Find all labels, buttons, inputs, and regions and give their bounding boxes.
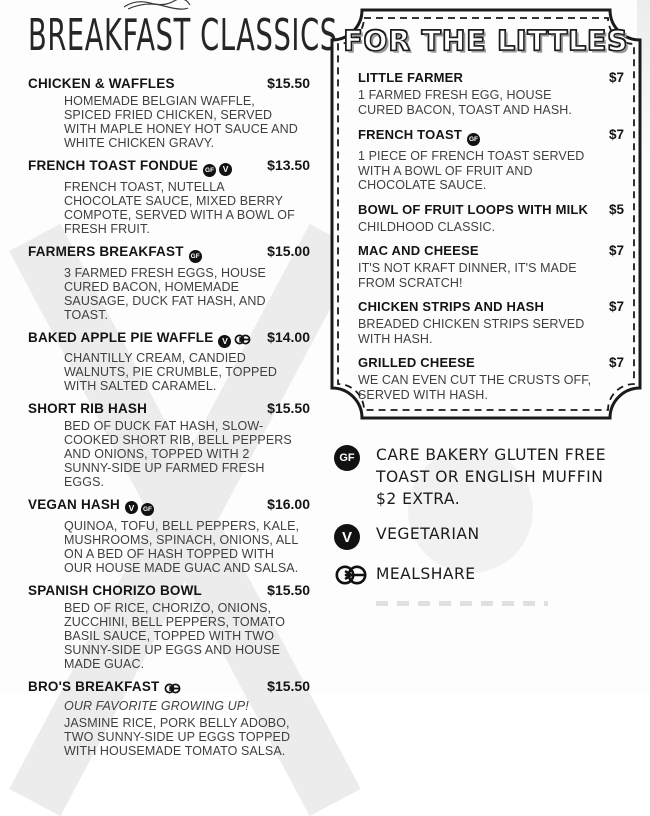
item-name: BOWL OF FRUIT LOOPS WITH MILK [358, 201, 589, 217]
menu-item [28, 678, 310, 758]
item-price: $5 [608, 201, 624, 217]
menu-item [358, 126, 624, 193]
item-price: $16.00 [267, 495, 310, 512]
menu-item [28, 496, 310, 575]
menu-item [28, 75, 310, 150]
legend-label: CARE BAKERY GLUTEN FREE TOAST OR ENGLISH MUFFIN $2 EXTRA. [376, 445, 615, 508]
menu-item-header [28, 582, 310, 598]
gf-badge-icon: GF [203, 164, 216, 177]
gf-badge-icon: GF [189, 250, 202, 263]
item-badges [125, 496, 157, 516]
menu-item [28, 157, 310, 236]
item-price: $7 [608, 70, 624, 85]
gf-badge-icon: GF [141, 503, 154, 516]
item-name: VEGAN HASH [28, 496, 121, 512]
menu-item-header [28, 243, 310, 263]
item-description: 1 PIECE OF FRENCH TOAST SERVED WITH A BOWL OF FRUIT AND CHOCOLATE SAUCE. [358, 149, 585, 192]
item-badges [164, 678, 184, 696]
item-price: $7 [608, 243, 624, 258]
section-title-for-the-littles: FOR THE LITTLES [343, 24, 629, 57]
item-price: $13.50 [267, 157, 310, 173]
item-price: $15.50 [267, 677, 310, 694]
menu-item [358, 70, 624, 117]
legend-row [334, 444, 642, 510]
breakfast-classics-section [28, 10, 338, 765]
item-description: 1 FARMED FRESH EGG, HOUSE CURED BACON, TOAST AND HASH. [358, 88, 572, 117]
legend-label: VEGETARIAN [376, 524, 480, 543]
mealshare-icon [234, 334, 251, 345]
v-badge-icon: V [334, 524, 360, 550]
item-description: BED OF DUCK FAT HASH, SLOW-COOKED SHORT RIB, BELL PEPPERS AND ONIONS, TOPPED WITH 2 SUNNY-SIDE UP FARMED FRESH EGGS. [64, 418, 292, 489]
section-title-breakfast-classics: BREAKFAST CLASSICS [28, 10, 338, 61]
menu-item-header [358, 243, 624, 258]
item-badges [467, 126, 483, 146]
faded-text-remnant [376, 601, 548, 606]
item-description: JASMINE RICE, PORK BELLY ADOBO, TWO SUNNY-SIDE UP EGGS TOPPED WITH HOUSEMADE TOMATO SALSA. [64, 715, 291, 758]
menu-item-header [28, 678, 310, 696]
v-badge-icon: V [219, 163, 232, 176]
menu-item-header [358, 126, 624, 146]
item-description: 3 FARMED FRESH EGGS, HOUSE CURED BACON, HOMEMADE SAUSAGE, DUCK FAT HASH, AND TOAST. [64, 266, 266, 322]
item-description: WE CAN EVEN CUT THE CRUSTS OFF, SERVED WITH HASH. [358, 373, 592, 402]
item-price: $14.00 [267, 329, 310, 345]
item-description: FRENCH TOAST, NUTELLA CHOCOLATE SAUCE, MIXED BERRY COMPOTE, SERVED WITH A BOWL OF FRESH FRUIT. [64, 180, 295, 236]
menu-item-header [28, 400, 310, 416]
item-name: CHICKEN & WAFFLES [28, 76, 175, 91]
menu-item [358, 202, 624, 235]
item-badges [203, 157, 235, 177]
legend-icon-cell [334, 444, 376, 471]
mealshare-icon [164, 683, 181, 694]
v-badge-icon: V [125, 501, 138, 514]
littles-item-list [358, 70, 624, 411]
item-description: BED OF RICE, CHORIZO, ONIONS, ZUCCHINI, BELL PEPPERS, TOMATO BASIL SAUCE, TOPPED WITH TWO SUNNY-SIDE UP EGGS AND HOUSE MADE GUAC. [64, 600, 286, 671]
menu-item [28, 329, 310, 393]
menu-item [358, 243, 624, 290]
dietary-legend [334, 444, 642, 606]
legend-row [334, 523, 642, 550]
menu-item-header [358, 299, 624, 314]
sketch-doodle [122, 0, 192, 10]
item-name: CHICKEN STRIPS AND HASH [358, 299, 545, 314]
item-price: $7 [608, 299, 624, 314]
item-name: SHORT RIB HASH [28, 400, 148, 416]
item-price: $7 [608, 127, 624, 142]
item-description: QUINOA, TOFU, BELL PEPPERS, KALE, MUSHROOMS, SPINACH, ONIONS, ALL ON A BED OF HASH TOPPED WITH OUR HOUSE MADE GUAC AND SALSA. [64, 518, 300, 575]
legend-icon-cell [334, 563, 376, 588]
item-description: CHANTILLY CREAM, CANDIED WALNUTS, PIE CRUMBLE, TOPPED WITH SALTED CARAMEL. [64, 350, 278, 393]
legend-label: MEALSHARE [376, 564, 476, 583]
menu-item [28, 582, 310, 671]
for-the-littles-section [330, 8, 642, 420]
item-badges [189, 243, 205, 263]
menu-item [358, 355, 624, 402]
item-name: MAC AND CHEESE [358, 243, 479, 258]
item-name: FRENCH TOAST [358, 127, 462, 142]
item-name: BAKED APPLE PIE WAFFLE [28, 330, 214, 345]
item-name: SPANISH CHORIZO BOWL [28, 582, 202, 598]
item-price: $15.50 [267, 399, 310, 416]
item-name: LITTLE FARMER [358, 70, 464, 85]
v-badge-icon: V [218, 335, 231, 348]
item-description: BREADED CHICKEN STRIPS SERVED WITH HASH. [358, 317, 585, 346]
menu-item [358, 299, 624, 346]
menu-item-header [28, 75, 310, 91]
item-price: $15.50 [267, 581, 310, 598]
item-price: $7 [608, 355, 624, 370]
item-note: OUR FAVORITE GROWING UP! [64, 698, 249, 713]
item-price: $15.00 [267, 243, 310, 259]
item-description: HOMEMADE BELGIAN WAFFLE, SPICED FRIED CHICKEN, SERVED WITH MAPLE HONEY HOT SAUCE AND WHITE CHICKEN GRAVY. [64, 94, 298, 150]
item-price: $15.50 [267, 75, 310, 91]
menu-item-header [28, 157, 310, 177]
legend-row [334, 563, 642, 588]
item-name: FARMERS BREAKFAST [28, 244, 184, 259]
menu-item-header [28, 329, 310, 348]
menu-item-header [358, 70, 624, 85]
menu-item-header [358, 202, 624, 217]
menu-item [28, 243, 310, 322]
gf-badge-icon: GF [334, 445, 360, 471]
item-name: BRO'S BREAKFAST [28, 678, 160, 694]
gf-badge-icon: GF [467, 133, 480, 146]
item-description: CHILDHOOD CLASSIC. [358, 219, 496, 234]
item-description: IT'S NOT KRAFT DINNER, IT'S MADE FROM SCRATCH! [358, 261, 577, 290]
legend-icon-cell [334, 523, 376, 550]
breakfast-classics-item-list [28, 75, 310, 758]
menu-item-header [28, 496, 310, 516]
mealshare-icon [334, 564, 368, 586]
item-name: GRILLED CHEESE [358, 355, 475, 370]
item-name: FRENCH TOAST FONDUE [28, 158, 199, 173]
item-badges [218, 329, 254, 348]
menu-item-header [358, 355, 624, 370]
menu-item [28, 400, 310, 489]
